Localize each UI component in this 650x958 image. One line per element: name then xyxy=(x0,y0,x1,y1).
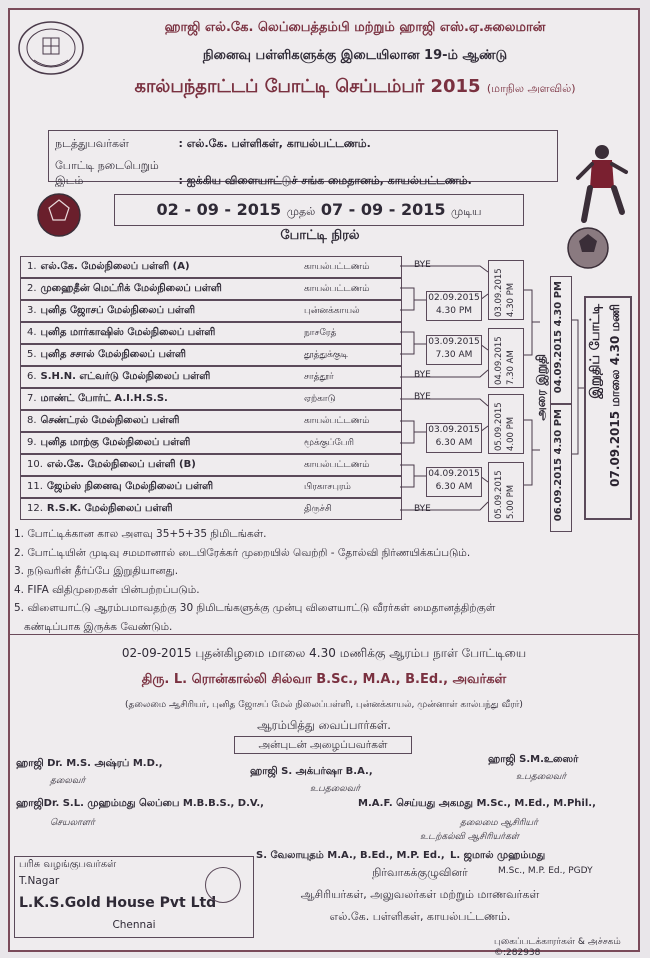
team-number: 9. xyxy=(27,437,37,448)
team-place: திருச்சி xyxy=(304,504,332,514)
team-place: காயல்பட்டணம் xyxy=(304,460,370,470)
semi-final-box xyxy=(550,404,572,532)
semi-final-text: 04.09.2015 4.30 PM xyxy=(553,281,564,394)
invitation-chief-guest: திரு. L. ரொன்கால்லி சில்வா B.Sc., M.A., B.Ed., அவர்கள் xyxy=(141,672,507,687)
person-president: ஹாஜி Dr. M.S. அஷ்ரப் M.D., xyxy=(16,758,163,769)
team-number: 5. xyxy=(27,349,37,360)
team-school: செண்ட்ரல் மேல்நிலைப் பள்ளி xyxy=(40,415,180,426)
fixture-heading: போட்டி நிரல் xyxy=(280,228,360,243)
round1-match-box xyxy=(426,291,482,321)
role-president: தலைவர் xyxy=(50,776,86,786)
date-to-word: முடிய xyxy=(451,205,482,218)
bye-label: BYE xyxy=(414,392,431,402)
team-number: 10. xyxy=(27,459,43,470)
team-school: S.H.N. எட்வர்டு மேல்நிலைப் பள்ளி xyxy=(40,371,211,382)
team-number: 4. xyxy=(27,327,37,338)
semi-final-label: அரை இறுதி xyxy=(534,354,548,421)
team-school: முஹைதீன் மெட்ரிக் மேல்நிலைப் பள்ளி xyxy=(40,283,222,294)
rule-item: 5. விளையாட்டு ஆரம்பமாவதற்கு 30 நிமிடங்களுக்கு முன்பு விளையாட்டு வீரர்கள் மைதானத்திற்குள் xyxy=(14,602,496,614)
printer-credit: புகைப்படக்காரர்கள் & அச்சகம் ©:282938 xyxy=(494,937,621,958)
person-pe-teacher-2: L. ஜமால் முஹம்மது xyxy=(450,850,546,861)
rule-item: 4. FIFA விதிமுறைகள் பின்பற்றப்படும். xyxy=(14,583,200,596)
role-headmaster: தலைமை ஆசிரியர் xyxy=(460,818,538,828)
bye-label: BYE xyxy=(414,370,431,380)
header-line2: நினைவு பள்ளிகளுக்கு இடையிலான 19-ம் ஆண்டு xyxy=(202,48,508,63)
match-time: 4.30 PM xyxy=(435,306,473,316)
team-place: புன்னக்காயல் xyxy=(304,306,360,316)
sponsor-name: L.K.S.Gold House Pvt Ltd xyxy=(19,895,217,911)
team-place: காயல்பட்டணம் xyxy=(304,416,370,426)
person-secretary: ஹாஜிDr. S.L. முஹம்மது லெப்பை M.B.B.S., D.V., xyxy=(16,798,264,809)
team-place: காயல்பட்டணம் xyxy=(304,284,370,294)
team-school: ஜேம்ஸ் நினைவு மேல்நிலைப் பள்ளி xyxy=(46,481,214,492)
team-number: 8. xyxy=(27,415,37,426)
team-number: 7. xyxy=(27,393,37,404)
bye-label: BYE xyxy=(414,504,431,514)
rule-item: 2. போட்டியின் முடிவு சமமானால் டைபிரேக்கர் முறையில் வெற்றி - தோல்வி நிர்ணயிக்கப்படும். xyxy=(14,546,471,559)
sponsor-city: Chennai xyxy=(112,919,156,931)
match-date: 03.09.2015 xyxy=(428,337,480,347)
team-number: 6. xyxy=(27,371,37,382)
team-place: பிரகாசபுரம் xyxy=(304,482,351,492)
section-divider xyxy=(10,634,638,635)
team-number: 11. xyxy=(27,481,43,492)
team-number: 3. xyxy=(27,305,37,316)
final-label: இறுதிப் போட்டி xyxy=(588,304,603,399)
team-place: தூத்துக்குடி xyxy=(304,350,349,360)
conducted-value: : எல்.கே. பள்ளிகள், காயல்பட்டணம். xyxy=(178,137,371,150)
final-box xyxy=(584,296,632,520)
match-time: 6.30 AM xyxy=(435,438,473,448)
team-school: R.S.K. மேல்நிலைப் பள்ளி xyxy=(46,503,173,514)
semi-final-box xyxy=(550,276,572,404)
date-from: 02 - 09 - 2015 xyxy=(156,200,282,219)
header-line1: ஹாஜி எல்.கே. லெப்பைத்தம்பி மற்றும் ஹாஜி எஸ்.ஏ.சுலைமான் xyxy=(164,20,546,35)
round2-match-text: 03.09.2015 4.30 PM xyxy=(494,268,516,317)
match-date: 02.09.2015 xyxy=(428,293,480,303)
team-place: ஏற்காடு xyxy=(304,394,336,404)
round1-match-box xyxy=(426,335,482,365)
rule-item: 1. போட்டிக்கான கால அளவு 35+5+35 நிமிடங்கள். xyxy=(14,528,267,540)
team-school: புனித ஜோசப் மேல்நிலைப் பள்ளி xyxy=(40,305,196,316)
venue-label: போட்டி நடைபெறும் இடம் xyxy=(55,159,159,187)
team-school: மாண்ட் போர்ட் A.I.H.S.S. xyxy=(40,393,168,404)
rules-list xyxy=(14,525,614,636)
invitation-box: அன்புடன் அழைப்பவர்கள் xyxy=(234,736,412,754)
committee-line3: எல்.கே. பள்ளிகள், காயல்பட்டணம். xyxy=(329,910,511,923)
team-school: எல்.கே. மேல்நிலைப் பள்ளி (A) xyxy=(40,261,190,272)
pe-teacher-2-qualification: M.Sc., M.P. Ed., PGDY xyxy=(498,866,593,876)
person-pe-teacher-1: S. வேலாயுதம் M.A., B.Ed., M.P. Ed., xyxy=(256,850,445,861)
date-to: 07 - 09 - 2015 xyxy=(320,200,446,219)
committee-line1: நிர்வாகக்குழுவினர் xyxy=(372,866,468,879)
committee-line2: ஆசிரியர்கள், அலுவலர்கள் மற்றும் மாணவர்கள் xyxy=(300,888,540,901)
team-school: புனித மார்காஷிஸ் மேல்நிலைப் பள்ளி xyxy=(40,327,216,338)
round2-match-box xyxy=(488,328,524,388)
bye-label: BYE xyxy=(414,260,431,270)
role-vice-president-1: உபதலைவர் xyxy=(310,784,361,794)
header-title-sub: (மாநில அளவில்) xyxy=(486,82,576,95)
team-place: சாத்தூர் xyxy=(304,372,334,382)
final-datetime: 07.09.2015 மாலை 4.30 மணி xyxy=(608,304,622,487)
team-school: எல்.கே. மேல்நிலைப் பள்ளி (B) xyxy=(46,459,196,470)
header-title-text: கால்பந்தாட்டப் போட்டி செப்டம்பர் 2015 xyxy=(134,76,481,97)
team-place: மூக்குப்பேரி xyxy=(304,438,354,448)
role-vice-president-2: உபதலைவர் xyxy=(516,772,567,782)
semi-final-text: 06.09.2015 4.30 PM xyxy=(553,409,564,522)
round1-match-box xyxy=(426,423,482,453)
person-headmaster: M.A.F. செய்யது அகமது M.Sc., M.Ed., M.Phil., xyxy=(358,798,596,809)
team-place: காயல்பட்டணம் xyxy=(304,262,370,272)
round2-match-text: 04.09.2015 7.30 AM xyxy=(494,336,516,385)
match-date: 03.09.2015 xyxy=(428,425,480,435)
date-from-word: முதல் xyxy=(286,205,316,218)
round2-match-box xyxy=(488,260,524,320)
role-secretary: செயலாளர் xyxy=(50,818,95,828)
round2-match-box xyxy=(488,462,524,522)
team-number: 2. xyxy=(27,283,37,294)
conducted-label: நடத்துபவர்கள் xyxy=(55,137,129,150)
sponsor-box xyxy=(14,856,254,938)
team-school: புனித சசால் மேல்நிலைப் பள்ளி xyxy=(40,349,186,360)
person-vice-president-2: ஹாஜி S.M.உஸைர் xyxy=(488,754,579,765)
team-school: புனித மாற்கு மேல்நிலைப் பள்ளி xyxy=(40,437,191,448)
person-vice-president-1: ஹாஜி S. அக்பர்ஷா B.A., xyxy=(250,766,373,777)
round2-match-box xyxy=(488,394,524,454)
round2-match-text: 05.09.2015 4.00 PM xyxy=(494,402,516,451)
round2-match-text: 05.09.2015 5.00 PM xyxy=(494,470,516,519)
match-time: 6.30 AM xyxy=(435,482,473,492)
match-time: 7.30 AM xyxy=(435,350,473,360)
round1-match-box xyxy=(426,467,482,497)
role-pe-teachers: உடற்கல்வி ஆசிரியர்கள் xyxy=(420,832,519,842)
invitation-line4: ஆரம்பித்து வைப்பார்கள். xyxy=(257,718,391,732)
team-number: 12. xyxy=(27,503,43,514)
invitation-guest-details: (தலைமை ஆசிரியர், புனித ஜோசப் மேல் நிலைப்பள்ளி, புன்னக்காயல், முன்னாள் கால்பந்து வீரர்) xyxy=(125,700,523,710)
sponsor-seal-icon xyxy=(205,867,241,903)
match-date: 04.09.2015 xyxy=(428,469,480,479)
team-place: நாசரேத் xyxy=(304,328,337,338)
invitation-line1: 02-09-2015 புதன்கிழமை மாலை 4.30 மணிக்கு ஆரம்ப நாள் போட்டியை xyxy=(121,646,527,660)
notice-page xyxy=(8,8,640,958)
sponsor-area: T.Nagar xyxy=(19,875,60,887)
bracket-lines xyxy=(10,10,638,530)
rule-item: கண்டிப்பாக இருக்க வேண்டும். xyxy=(14,620,173,633)
sponsor-label: பரிசு வழங்குபவர்கள் xyxy=(19,859,117,870)
rule-item: 3. நடுவரின் தீர்ப்பே இறுதியானது. xyxy=(14,565,179,577)
venue-value: : ஐக்கிய விளையாட்டுச் சங்க மைதானம், காயல்பட்டணம். xyxy=(178,174,472,187)
team-number: 1. xyxy=(27,261,37,272)
